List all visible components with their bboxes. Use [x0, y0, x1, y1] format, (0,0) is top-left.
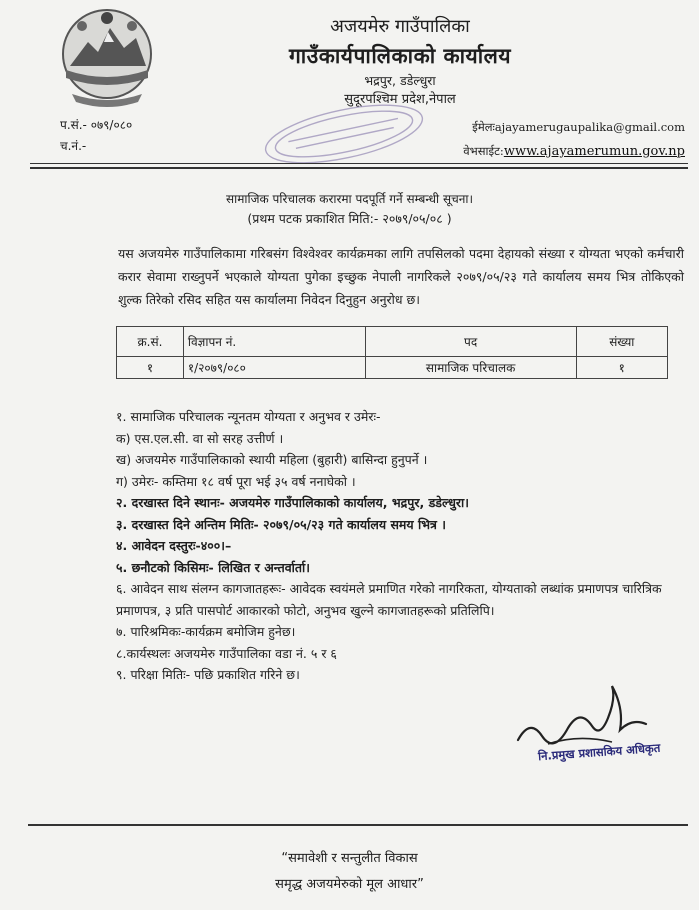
contact-website-line [463, 144, 685, 159]
list-item: १. सामाजिक परिचालक न्यूनतम योग्यता र अनुभव र उमेरः- [116, 409, 381, 424]
list-item: ४. आवेदन दस्तुरः-४००।– [116, 538, 232, 553]
letter-reference-number: प.सं.- ०७९/०८० [60, 118, 133, 132]
list-item: ख) अजयमेरु गाउँपालिकाको स्थायी महिला (बुहारी) बासिन्दा हुनुपर्ने । [116, 452, 428, 467]
col-header-count: संख्या [576, 327, 667, 357]
footer-divider [28, 824, 688, 826]
col-header-post: पद [365, 327, 576, 357]
motto-line-2: समृद्ध अजयमेरुको मूल आधार” [275, 877, 424, 892]
list-item: क) एस.एल.सी. वा सो सरह उत्तीर्ण । [116, 430, 284, 446]
email-link[interactable]: ajayamerugaupalika@gmail.com [494, 120, 685, 134]
dispatch-number: च.नं.- [60, 139, 87, 153]
office-name: गाउँकार्यपालिकाको कार्यालय [288, 44, 512, 68]
col-header-advertisement-no: विज्ञापन नं. [183, 327, 365, 357]
motto-line-1: “समावेशी र सन्तुलीत विकास [281, 851, 418, 866]
list-item: ८.कार्यस्थलः अजयमेरु गाउँपालिका वडा नं. ५ र ६ [116, 645, 337, 661]
office-stamp-seal [258, 104, 430, 164]
list-item: ग) उमेरः- कम्तिमा १८ वर्ष पूरा भई ३५ वर्ष ननाघेको । [116, 473, 356, 489]
header-divider [30, 163, 688, 169]
table-row [117, 357, 668, 379]
municipality-name: अजयमेरु गाउँपालिका [330, 16, 470, 37]
signatory-designation: नि.प्रमुख प्रशासकिय अधिकृत [537, 740, 661, 764]
requirements-list [116, 406, 686, 686]
list-item: ६. आवेदन साथ संलग्न कागजातहरूः- आवेदक स्वयंमले प्रमाणित गरेको नागरिकता, योग्यताको लब्धांक प्रमाणपत्र चारित्रिक प्रमाणपत्र, ३ प्रति पासपोर्ट आकारको फोटो, अनुभव खुल्ने कागजातहरूको प्रतिलिपि। [116, 581, 662, 618]
cell-count: १ [576, 357, 667, 379]
list-item: २. दरखास्त दिने स्थानः- अजयमेरु गाउँपालिकाको कार्यालय, भद्रपुर, डडेल्धुरा। [116, 495, 470, 510]
list-item: ९. परिक्षा मितिः- पछि प्रकाशित गरिने छ। [116, 667, 300, 682]
website-link[interactable]: www.ajayamerumun.gov.np [503, 144, 685, 159]
cell-serial: १ [117, 357, 184, 379]
office-province: सुदूरपश्चिम प्रदेश,नेपाल [344, 92, 456, 107]
contact-email-line [472, 120, 685, 135]
list-item: ३. दरखास्त दिने अन्तिम मितिः- २०७९/०५/२३ गते कार्यालय समय भित्र । [116, 516, 446, 532]
table-header-row [117, 327, 668, 357]
website-label: वेभसाईट: [463, 144, 504, 158]
notice-publish-date: (प्रथम पटक प्रकाशित मिति:- २०७९/०५/०८ ) [247, 211, 452, 226]
cell-post: सामाजिक परिचालक [365, 357, 576, 379]
nepal-emblem-logo [52, 4, 162, 108]
email-label: ईमेलः [472, 120, 495, 134]
cell-advertisement-no: १/२०७९/०८० [183, 357, 365, 379]
list-item: ७. पारिश्रमिकः-कार्यक्रम बमोजिम हुनेछ। [116, 624, 296, 639]
col-header-serial: क्र.सं. [117, 327, 184, 357]
list-item: ५. छनौटको किसिमः- लिखित र अन्तर्वार्ता। [116, 559, 311, 575]
notice-title: सामाजिक परिचालक करारमा पदपूर्ति गर्ने सम्बन्धी सूचना। [225, 192, 474, 206]
notice-intro-paragraph: यस अजयमेरु गाउँपालिकामा गरिबसंग विश्वेश्वर कार्यक्रमका लागि तपसिलको पदमा देहायको संख्या र योग्यता भएको कर्मचारी करार सेवामा राख्नुपर्ने भएकाले योग्यता पुगेका इच्छुक नेपाली नागरिकले २०७९/०५/२३ गते कार्यालय समय भित्र तोकिएको शुल्क तिरेको रसिद सहित यस कार्यालमा निवेदन दिनुहुन अनुरोध छ। [118, 246, 684, 307]
vacancy-table [116, 326, 668, 379]
office-address: भद्रपुर, डडेल्धुरा [364, 73, 436, 88]
